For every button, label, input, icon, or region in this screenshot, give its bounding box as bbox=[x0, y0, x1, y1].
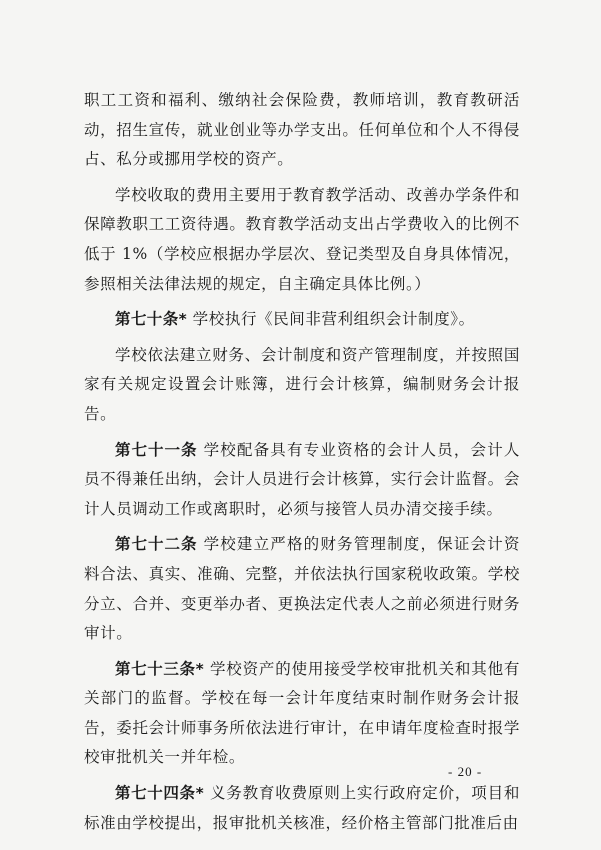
paragraph-text: 学校依法建立财务、会计制度和资产管理制度，并按照国家有关规定设置会计账簿，进行会计核算，编制财务会计报告。 bbox=[84, 345, 520, 423]
article-text: 义务教育收费原则上实行政府定价，项目和标准由学校提出，报审批机关核准，经价格主管部门批准后由 bbox=[84, 784, 520, 832]
article-text: 学校资产的使用接受学校审批机关和其他有关部门的监督。学校在每一会计年度结束时制作财务会计报告，委托会计师事务所依法进行审计，在申请年度检查时报学校审批机关一并年检。 bbox=[84, 659, 520, 767]
paragraph-text: 职工工资和福利、缴纳社会保险费，教师培训，教育教研活动，招生宣传，就业创业等办学支出。任何单位和个人不得侵占、私分或挪用学校的资产。 bbox=[84, 91, 520, 169]
article-heading: 第七十四条* bbox=[115, 784, 205, 803]
article-heading: 第七十三条* bbox=[115, 659, 205, 678]
article-70 bbox=[84, 305, 520, 335]
paragraph-text: 学校收取的费用主要用于教育教学活动、改善办学条件和保障教职工工资待遇。教育教学活动支出占学费收入的比例不低于 1%（学校应根据办学层次、登记类型及自身具体情况，参照相关法律法规的规定，自主确定具体比例。） bbox=[84, 185, 520, 293]
article-text: 学校配备具有专业资格的会计人员，会计人员不得兼任出纳，会计人员进行会计核算，实行会计监督。会计人员调动工作或离职时，必须与接管人员办清交接手续。 bbox=[84, 440, 520, 518]
article-text: 学校执行《民间非营利组织会计制度》。 bbox=[192, 310, 475, 329]
paragraph-continuation bbox=[84, 86, 520, 175]
article-heading: 第七十一条 bbox=[115, 440, 198, 459]
article-73 bbox=[84, 655, 520, 773]
page-number: - 20 - bbox=[448, 764, 483, 779]
article-71 bbox=[84, 436, 520, 525]
paragraph-accounting-system bbox=[84, 341, 520, 430]
article-74 bbox=[84, 779, 520, 838]
paragraph-fee-usage bbox=[84, 181, 520, 299]
article-heading: 第七十条* bbox=[115, 310, 188, 329]
article-72 bbox=[84, 530, 520, 648]
article-heading: 第七十二条 bbox=[115, 535, 198, 554]
article-text: 学校建立严格的财务管理制度，保证会计资料合法、真实、准确、完整，并依法执行国家税收政策。学校分立、合并、变更举办者、更换法定代表人之前必须进行财务审计。 bbox=[84, 535, 520, 643]
document-body bbox=[84, 86, 520, 844]
